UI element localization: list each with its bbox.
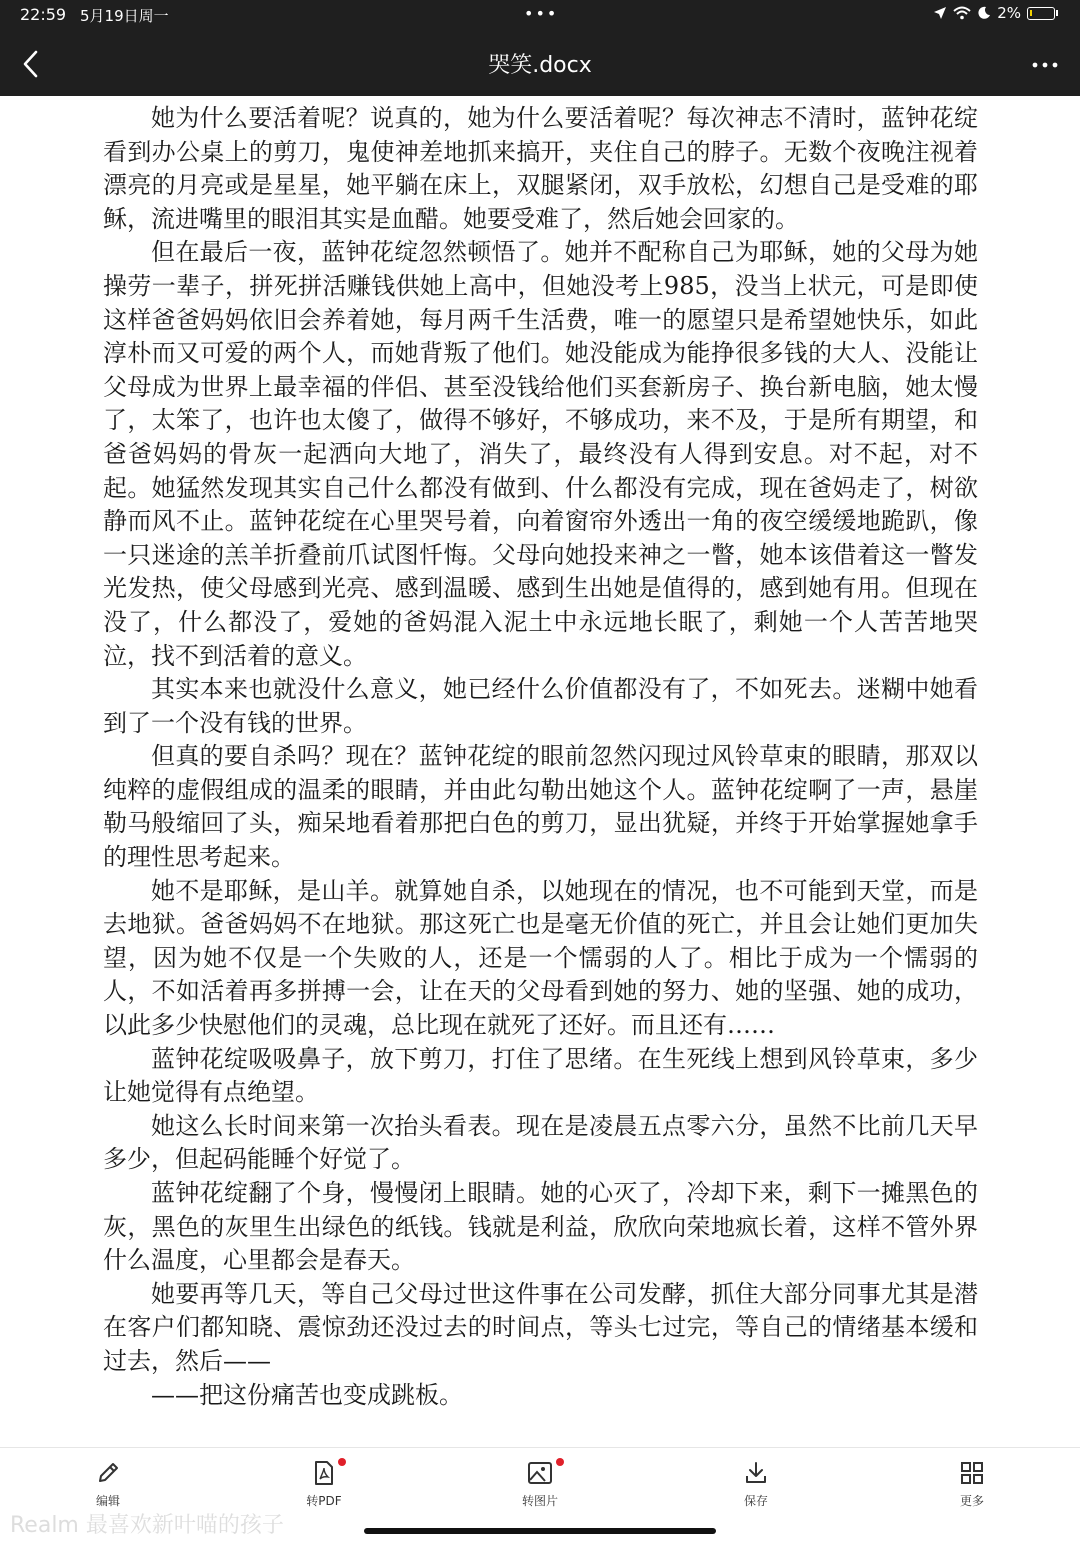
paragraph: 她这么长时间来第一次抬头看表。现在是凌晨五点零六分，虽然不比前几天早多少，但起码能睡个好觉了。 (103, 1111, 978, 1174)
paragraph: 但真的要自杀吗？现在？蓝钟花绽的眼前忽然闪现过风铃草束的眼睛，那双以纯粹的虚假组成的温柔的眼睛，并由此勾勒出她这个人。蓝钟花绽啊了一声，悬崖勒马般缩回了头，痴呆地看着那把白色的剪刀，显出犹疑，并终于开始掌握她拿手的理性思考起来。 (103, 742, 978, 872)
notification-dot (556, 1458, 564, 1466)
wifi-icon (953, 6, 971, 20)
save-label: 保存 (743, 1494, 768, 1508)
paragraph: 但在最后一夜，蓝钟花绽忽然顿悟了。她并不配称自己为耶稣，她的父母为她操劳一辈子，拼死拼活赚钱供她上高中，但她没考上985，没当上状元，可是即使这样爸爸妈妈依旧会养着她，每月两千生活费，唯一的愿望只是希望她快乐，如此淳朴而又可爱的两个人，而她背叛了他们。她没能成为能挣很多钱的大人、没能让父母成为世界上最幸福的伴侣、甚至没钱给他们买套新房子、换台新电脑，她太慢了，太笨了，也许也太傻了，做得不够好，不够成功，来不及，于是所有期望，和爸爸妈妈的骨灰一起洒向大地了，消失了，最终没有人得到安息。对不起，对不起。她猛然发现其实自己什么都没有做到、什么都没有完成，现在爸妈走了，树欲静而风不止。蓝钟花绽在心里哭号着，向着窗帘外透出一角的夜空缓缓地跪趴，像一只迷途的羔羊折叠前爪试图忏悔。父母向她投来神之一瞥，她本该借着这一瞥发光发热，使父母感到光亮、感到温暖、感到生出她是值得的，感到她有用。但现在没了，什么都没了，爱她的爸妈混入泥土中永远地长眠了，剩她一个人苦苦地哭泣，找不到活着的意义。 (103, 238, 978, 670)
paragraph: 她不是耶稣，是山羊。就算她自杀，以她现在的情况，也不可能到天堂，而是去地狱。爸爸妈妈不在地狱。那这死亡也是毫无价值的死亡，并且会让她们更加失望，因为她不仅是一个失败的人，还是一个懦弱的人了。相比于成为一个懦弱的人，不如活着再多拼搏一会，让在天的父母看到她的努力、她的坚强、她的成功，以此多少快慰他们的灵魂，总比现在就死了还好。而且还有…… (103, 876, 978, 1040)
location-icon (933, 6, 947, 20)
notification-dot (338, 1458, 346, 1466)
more-options-button[interactable] (1032, 46, 1058, 76)
to-image-label: 转图片 (521, 1494, 558, 1508)
battery-percent: 2% (997, 4, 1021, 22)
multitask-dots-icon[interactable]: ••• (524, 4, 559, 23)
battery-icon (1027, 7, 1055, 20)
to-image-button[interactable] (500, 1460, 580, 1509)
more-dots-icon (1032, 61, 1058, 69)
more-button[interactable] (932, 1460, 1012, 1509)
paragraph: 其实本来也就没什么意义，她已经什么价值都没有了，不如死去。迷糊中她看到了一个没有钱的世界。 (103, 675, 978, 737)
paragraph: 蓝钟花绽吸吸鼻子，放下剪刀，打住了思绪。在生死线上想到风铃草束，多少让她觉得有点绝望。 (103, 1044, 978, 1107)
save-button[interactable] (716, 1460, 796, 1509)
status-time: 22:59 (20, 5, 67, 24)
paragraph: 她要再等几天，等自己父母过世这件事在公司发酵，抓住大部分同事尤其是潜在客户们都知晓、震惊劲还没过去的时间点，等头七过完，等自己的情绪基本缓和过去，然后—— (103, 1279, 978, 1375)
paragraph: 蓝钟花绽翻了个身，慢慢闭上眼睛。她的心灭了，冷却下来，剩下一摊黑色的灰，黑色的灰里生出绿色的纸钱。钱就是利益，欣欣向荣地疯长着，这样不管外界什么温度，心里都会是春天。 (103, 1179, 978, 1275)
edit-label: 编辑 (95, 1494, 120, 1508)
to-pdf-button[interactable] (284, 1460, 364, 1509)
paragraph: ——把这份痛苦也变成跳板。 (151, 1380, 463, 1409)
pdf-icon (311, 1460, 337, 1486)
moon-icon (977, 6, 991, 20)
top-bar (0, 0, 1080, 96)
home-indicator[interactable] (364, 1528, 716, 1534)
paragraph: 她为什么要活着呢？说真的，她为什么要活着呢？每次神志不清时，蓝钟花绽看到办公桌上的剪刀，鬼使神差地抓来搞开，夹住自己的脖子。无数个夜晚注视着漂亮的月亮或是星星，她平躺在床上，双腿紧闭，双手放松，幻想自己是受难的耶稣，流进嘴里的眼泪其实是血醋。她要受难了，然后她会回家的。 (103, 104, 978, 233)
edit-button[interactable] (68, 1460, 148, 1509)
grid-icon (959, 1460, 985, 1486)
download-icon (743, 1460, 769, 1486)
document-body[interactable] (103, 96, 978, 1446)
image-icon (526, 1460, 554, 1486)
battery-cap (1056, 10, 1058, 16)
edit-pencil-icon (95, 1460, 121, 1486)
status-icons (933, 4, 1058, 22)
document-title: 哭笑.docx (488, 53, 592, 78)
watermark: Realm 最喜欢新叶喵的孩子 (10, 1513, 284, 1538)
more-label: 更多 (959, 1494, 984, 1508)
status-date: 5月19日周一 (80, 7, 169, 25)
to-pdf-label: 转PDF (306, 1494, 342, 1508)
